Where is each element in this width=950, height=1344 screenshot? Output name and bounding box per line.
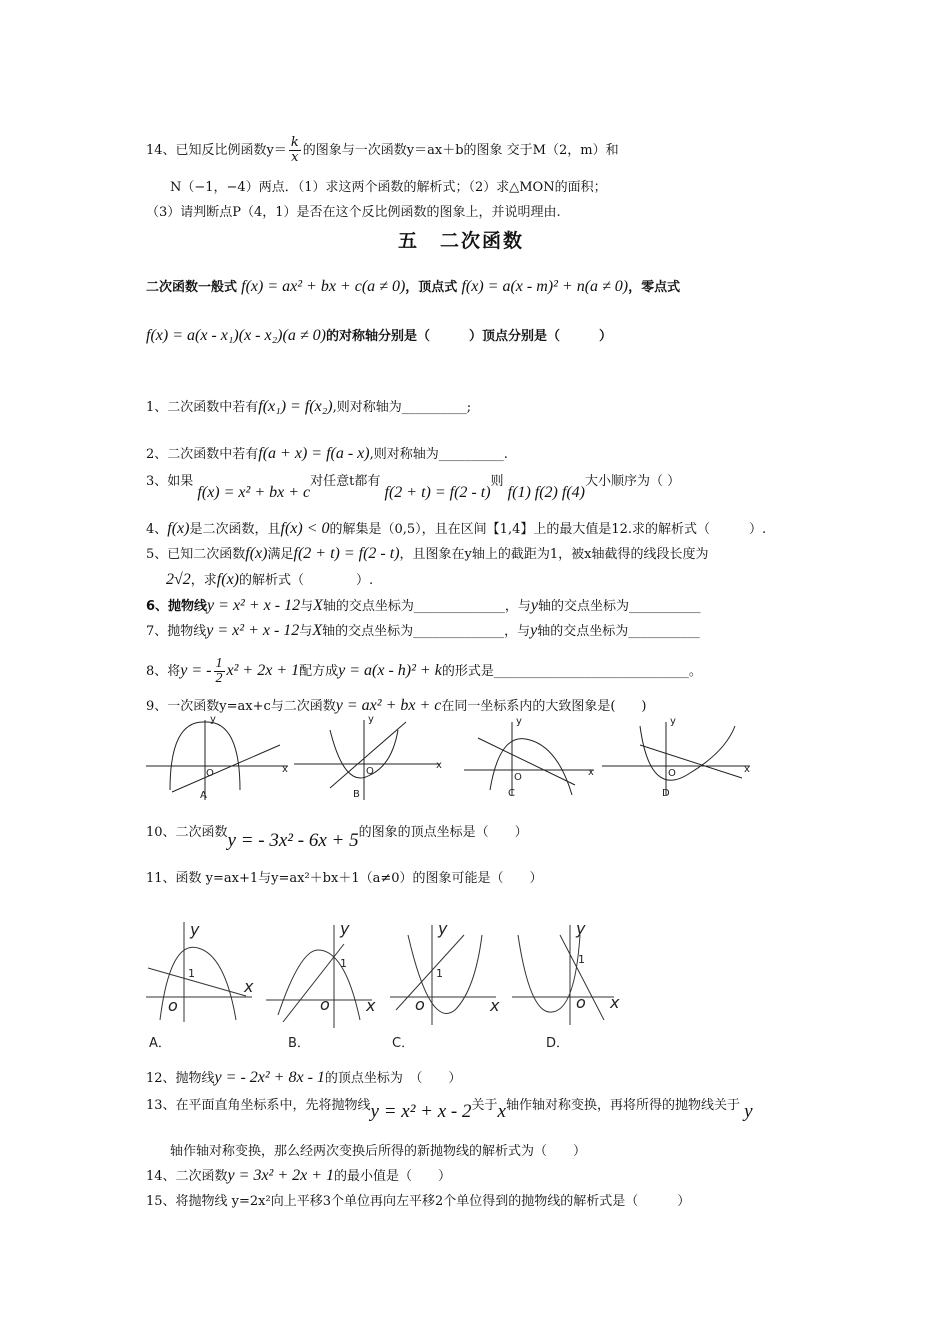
origin-b: O — [366, 766, 374, 777]
graph-option-b[interactable] — [266, 925, 372, 1028]
text: 则 — [490, 474, 504, 489]
x-label-c: x — [588, 767, 594, 778]
formula: f(x) < 0 — [280, 520, 330, 537]
formula: f(1) f(2) f(4) — [507, 484, 585, 501]
origin-d: o — [576, 993, 586, 1012]
text: 轴的交点坐标为 — [322, 624, 414, 639]
question-12 — [146, 1069, 461, 1088]
answer-blank[interactable]: ______________ — [413, 599, 505, 614]
parabola — [518, 935, 580, 1012]
formula: f(x) = x² + bx + c — [197, 484, 311, 501]
formula-general: f(x) = ax² + bx + c(a ≠ 0) — [241, 278, 406, 295]
answer-blank[interactable]: __________ — [401, 400, 467, 415]
text: 轴作轴对称变换，再将所得的抛物线关于 — [505, 1098, 740, 1113]
graph-option-c[interactable] — [390, 925, 496, 1025]
text: ，与 — [504, 599, 531, 614]
formula: y — [530, 597, 539, 614]
formula: X — [312, 622, 323, 639]
text: 14、已知反比例函数y＝ — [146, 143, 287, 158]
origin-c: o — [415, 995, 425, 1014]
text: 。 — [688, 664, 702, 679]
label-b: B — [353, 789, 360, 800]
text: 13、在平面直角坐标系中，先将抛物线 — [146, 1098, 371, 1113]
formula: y — [744, 1101, 753, 1122]
text: 的形式是 — [441, 664, 494, 679]
x-label-b: x — [366, 996, 376, 1015]
parabola — [278, 950, 360, 1020]
x-label-a: x — [244, 977, 254, 996]
text: 的图象与一次函数y＝ax＋b的图象 交于M（2，m）和 — [302, 143, 619, 158]
one-label-a: 1 — [188, 967, 195, 980]
numerator: k — [290, 135, 299, 150]
text: 是二次函数，且 — [189, 522, 281, 537]
text: 的解析式（ ）. — [239, 573, 374, 588]
y-label-a: y — [190, 920, 200, 939]
formula: f(2 + t) = f(2 - t) — [293, 545, 400, 562]
formula: 2√2 — [166, 571, 191, 588]
text: ，与 — [504, 624, 531, 639]
formula: y = x² + x - 2 — [370, 1101, 472, 1122]
y-label-d: y — [670, 716, 676, 727]
one-label-d: 1 — [578, 953, 585, 966]
x-label-a: x — [282, 764, 288, 775]
y-label-d: y — [576, 919, 586, 938]
origin-c: O — [514, 772, 522, 783]
one-label-b: 1 — [340, 957, 347, 970]
text: 二次函数一般式 — [146, 280, 238, 295]
text: 关于 — [471, 1098, 498, 1113]
text: 10、二次函数 — [146, 825, 228, 840]
formula: y = a(x - h)² + k — [338, 662, 442, 679]
formula: f(x) — [245, 545, 268, 562]
formula-zero: f(x) = a(x - x₁)(x - x₂)(a ≠ 0) — [146, 327, 326, 344]
text: ，求 — [190, 573, 217, 588]
question-13-line2: 轴作轴对称变换，那么经两次变换后所得的新抛物线的解析式为（ ） — [170, 1144, 587, 1159]
label-d: D — [662, 788, 670, 799]
denominator: 2 — [215, 671, 223, 686]
line — [148, 968, 246, 996]
formula: y = x² + x - 12 — [206, 622, 300, 639]
label-d: D． — [546, 1036, 570, 1051]
text: 的最小值是（ ） — [334, 1169, 452, 1184]
formula: f(2 + t) = f(2 - t) — [384, 484, 491, 501]
formula: f(x₁) = f(x₂) — [258, 398, 333, 415]
text: ,则对称轴为 — [369, 447, 439, 462]
formula: y = - 2x² + 8x - 1 — [214, 1069, 325, 1086]
text: 5、已知二次函数 — [146, 547, 246, 562]
answer-blank[interactable]: ___________ — [629, 599, 701, 614]
text: ，顶点式 — [405, 280, 458, 295]
formula: X — [313, 597, 323, 614]
text: 对任意t都有 — [310, 474, 381, 489]
question-11: 11、函数 y=ax+1与y=ax²＋bx＋1（a≠0）的图象可能是（ ） — [146, 871, 543, 886]
formula-vertex: f(x) = a(x - m)² + n(a ≠ 0) — [461, 278, 629, 295]
text: 的图象的顶点坐标是（ ） — [358, 825, 528, 840]
denominator: x — [291, 150, 299, 165]
formula: x² + 2x + 1 — [226, 662, 300, 679]
text: 在同一坐标系内的大致图象是( ) — [441, 699, 647, 714]
x-label-b: x — [436, 760, 442, 771]
text: ，零点式 — [628, 280, 681, 295]
text: 4、 — [146, 522, 168, 537]
x-label-d: x — [744, 764, 750, 775]
line — [396, 935, 464, 1010]
y-label-a: y — [210, 714, 216, 725]
text: 7、抛物线 — [146, 624, 207, 639]
answer-blank[interactable]: ______________ — [413, 624, 505, 639]
text: 配方成 — [299, 664, 339, 679]
formula: f(a + x) = f(a - x) — [258, 445, 370, 462]
formula: x — [497, 1101, 506, 1122]
answer-blank[interactable]: __________ — [438, 447, 504, 462]
y-label-c: y — [516, 716, 522, 727]
text: 轴的交点坐标为 — [538, 599, 630, 614]
x-label-c: x — [490, 996, 500, 1015]
origin-d: O — [668, 768, 676, 779]
text: 1、二次函数中若有 — [146, 400, 259, 415]
numerator: 1 — [215, 656, 223, 671]
text: 12、抛物线 — [146, 1071, 215, 1086]
formula: y = 3x² + 2x + 1 — [227, 1167, 335, 1184]
formula: y = - 3x² - 6x + 5 — [227, 830, 359, 851]
y-label-c: y — [438, 919, 448, 938]
label-a: A． — [149, 1036, 171, 1051]
question-14 — [146, 1167, 451, 1186]
answer-blank[interactable]: ___________ — [628, 624, 700, 639]
formula: y = x² + x - 12 — [207, 597, 301, 614]
text: 满足 — [267, 547, 294, 562]
section-title: 五 二次函数 — [398, 230, 525, 252]
label-c: C． — [392, 1036, 415, 1051]
text: 与 — [299, 624, 313, 639]
text: 3、如果 — [146, 474, 194, 489]
text: 2、二次函数中若有 — [146, 447, 259, 462]
y-label-b: y — [340, 919, 350, 938]
text: 14、二次函数 — [146, 1169, 228, 1184]
text: 6、抛物线 — [146, 599, 208, 614]
formula: f(x) — [167, 520, 190, 537]
text: . — [503, 447, 508, 462]
x-label-d: x — [610, 993, 620, 1012]
text: ; — [466, 400, 472, 415]
question-13-line1 — [146, 1095, 753, 1125]
graph-option-d[interactable] — [512, 925, 614, 1025]
text: ，且图象在y轴上的截距为1，被x轴截得的线段长度为 — [399, 547, 709, 562]
formula: y = ax² + bx + c — [335, 697, 442, 714]
answer-blank[interactable]: ______________________________ — [493, 664, 689, 679]
text: 9、一次函数y=ax+c与二次函数 — [146, 699, 336, 714]
one-label-c: 1 — [436, 967, 443, 980]
formula: f(x) — [216, 571, 239, 588]
origin-b: o — [320, 995, 330, 1014]
text: 轴的交点坐标为 — [537, 624, 629, 639]
formula: y = - — [180, 662, 212, 679]
text: 的解集是（0,5），且在区间【1,4】上的最大值是12.求的解析式（ ）. — [329, 522, 767, 537]
label-c: C — [508, 788, 515, 799]
label-b: B． — [288, 1036, 310, 1051]
origin-a: O — [206, 768, 214, 779]
text: 的顶点坐标为 （ ） — [324, 1071, 462, 1086]
y-label-b: y — [368, 714, 374, 725]
question-15: 15、将抛物线 y=2x²向上平移3个单位再向左平移2个单位得到的抛物线的解析式是（ ） — [146, 1194, 691, 1209]
problem-14-line2: N（−1，−4）两点．（1）求这两个函数的解析式；（2）求△MON的面积； — [170, 180, 607, 195]
text: 与 — [300, 599, 314, 614]
formula: y — [530, 622, 538, 639]
text: 8、将 — [146, 664, 181, 679]
problem-14-line3: （3）请判断点P（4，1）是否在这个反比例函数的图象上，并说明理由. — [146, 205, 561, 220]
text: 轴的交点坐标为 — [322, 599, 414, 614]
text: 的对称轴分别是（ ）顶点分别是（ ） — [325, 329, 612, 344]
text: ,则对称轴为 — [332, 400, 402, 415]
text: 大小顺序为（ ） — [584, 474, 681, 489]
line — [283, 944, 344, 1022]
label-a: A — [200, 790, 207, 801]
origin-a: o — [168, 996, 178, 1015]
